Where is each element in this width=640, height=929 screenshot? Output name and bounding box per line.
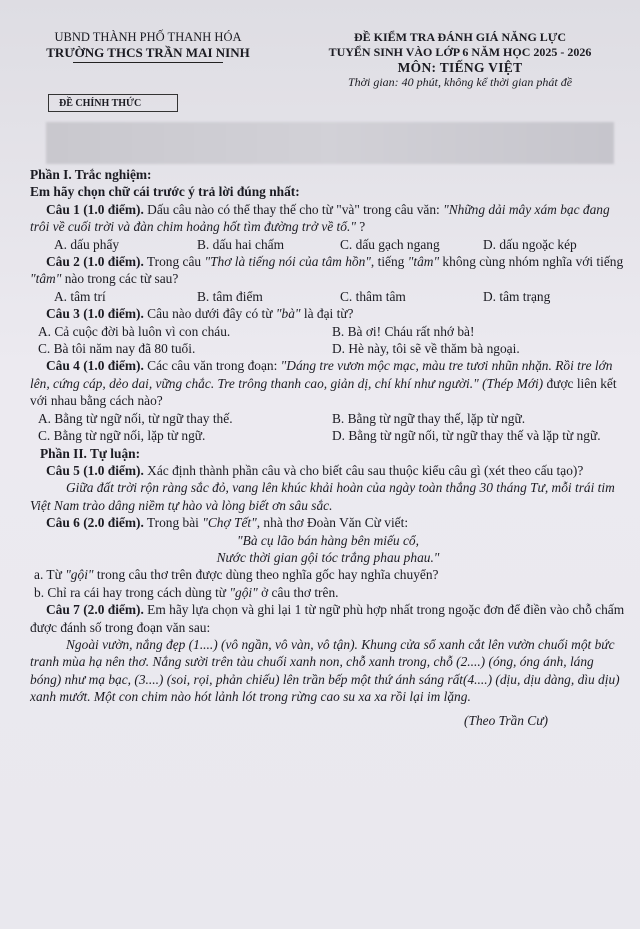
exam-time: Thời gian: 40 phút, không kể thời gian phát đề <box>347 75 573 89</box>
q2-option-c: C. thâm tâm <box>340 288 406 304</box>
q1-option-a: A. dấu phẩy <box>54 236 120 252</box>
q6-text2: , nhà thơ Đoàn Văn Cừ viết: <box>256 515 409 531</box>
q1-options <box>30 236 626 253</box>
q7-passage: Ngoài vườn, nắng đẹp (1....) (vô ngần, vô vàn, vô tận). Khung cửa sổ xanh cắt lên vườn chuối một bức tranh mùa hạ nên thơ. Nắng sười trên tàu chuối xanh non, chỗ xanh trong, chỗ (2....) (óng, óng ánh, láng bóng) như mạ bạc, (3....) (soi, rọi, phản chiếu) lên trần bếp một thứ ánh sáng rất(4....) (dịu, dịu dàng, dìu dịu) xanh mướt. Một con chim nào hót lảnh lót trong rừng cao su xa xa rồi lại im lặng. <box>30 636 620 705</box>
question-6 <box>30 514 626 531</box>
q3-option-a: A. Cả cuộc đời bà luôn vì con cháu. <box>38 323 231 339</box>
question-4 <box>30 357 626 409</box>
question-2 <box>30 253 626 288</box>
q6-title: "Chợ Tết" <box>202 515 257 531</box>
q2-word: "tâm" <box>407 254 440 270</box>
official-badge: ĐỀ CHÍNH THỨC <box>48 94 178 112</box>
q2-label: Câu 2 (1.0 điểm). <box>46 254 144 270</box>
q2-quote: "Thơ là tiếng nói của tâm hồn" <box>204 254 371 270</box>
q2-option-a: A. tâm trí <box>54 288 106 304</box>
q6-b-word: "gội" <box>229 584 258 600</box>
school-header <box>18 30 278 63</box>
q7-source: (Theo Trần Cư) <box>464 712 548 728</box>
q1-text: Dấu câu nào có thể thay thế cho từ "và" trong câu văn: <box>143 201 444 217</box>
q2-option-b: B. tâm điểm <box>197 288 263 304</box>
q1-end: ? <box>355 219 366 235</box>
q7-label: Câu 7 (2.0 điểm). <box>46 602 144 618</box>
exam-body <box>30 166 626 729</box>
q6-b-post: ở câu thơ trên. <box>257 584 339 600</box>
q3-option-c: C. Bà tôi năm nay đã 80 tuổi. <box>38 341 196 357</box>
question-1 <box>30 201 626 236</box>
part1-title: Phần I. Trắc nghiệm: <box>30 167 152 182</box>
exam-header <box>290 30 630 90</box>
q1-option-c: C. dấu gạch ngang <box>340 236 440 252</box>
q6-part-a <box>30 566 626 583</box>
school-name: TRƯỜNG THCS TRẦN MAI NINH <box>46 45 250 60</box>
q2-text2: , tiếng <box>370 254 408 270</box>
part2-title: Phần II. Tự luận: <box>40 445 141 461</box>
q3-option-d: D. Hè này, tôi sẽ về thăm bà ngoại. <box>332 341 520 357</box>
q4-option-b: B. Bằng từ ngữ thay thế, lặp từ ngữ. <box>332 410 526 426</box>
q5-text: Xác định thành phần câu và cho biết câu sau thuộc kiểu câu gì (xét theo cấu tạo)? <box>143 462 584 478</box>
q2-word2: "tâm" <box>30 271 62 287</box>
q4-text2: được liên kết với nhau bằng cách nào? <box>30 375 617 409</box>
q5-label: Câu 5 (1.0 điểm). <box>46 462 144 478</box>
q2-text4: nào trong các từ sau? <box>61 271 179 287</box>
q4-option-c: C. Bằng từ ngữ nối, lặp từ ngữ. <box>38 428 206 444</box>
exam-title: ĐỀ KIỂM TRA ĐÁNH GIÁ NĂNG LỰC <box>353 30 566 44</box>
question-5 <box>30 462 626 479</box>
q6-verse-1: "Bà cụ lão bán hàng bên miếu cổ, <box>237 532 419 548</box>
q5-quote: Giữa đất trời rộn ràng sắc đỏ, vang lên khúc khải hoàn của ngày toàn thắng 30 tháng Tư, mỗi trái tim Việt Nam trào dâng niềm tự hào và lòng biết ơn sâu sắc. <box>30 480 615 513</box>
q2-text3: không cùng nhóm nghĩa với tiếng <box>439 254 624 270</box>
q2-option-d: D. tâm trạng <box>483 288 551 304</box>
question-3 <box>30 305 626 322</box>
exam-subtitle: TUYỂN SINH VÀO LỚP 6 NĂM HỌC 2025 - 2026 <box>328 45 592 59</box>
q4-label: Câu 4 (1.0 điểm). <box>46 358 144 374</box>
q3-options <box>30 323 626 358</box>
q4-text: Các câu văn trong đoạn: <box>143 358 281 374</box>
q1-option-b: B. dấu hai chấm <box>197 236 285 252</box>
q7-text: Em hãy lựa chọn và ghi lại 1 từ ngữ phù hợp nhất trong ngoặc đơn để điền vào chỗ chấm được đánh số trong đoạn văn sau: <box>30 602 625 635</box>
q6-b-pre: b. Chỉ ra cái hay trong cách dùng từ <box>34 584 230 600</box>
q3-word: "bà" <box>275 306 301 322</box>
q3-text: Câu nào dưới đây có từ <box>143 306 276 322</box>
q2-options <box>30 288 626 305</box>
q6-a-pre: a. Từ <box>34 567 66 583</box>
header-underline <box>73 62 223 63</box>
q1-quote: "Những dải mây xám bạc đang trôi về cuối trời và đàn chim hoảng hốt tìm đường trở về tổ." <box>30 201 610 235</box>
exam-subject: MÔN: TIẾNG VIỆT <box>397 60 523 75</box>
q6-a-word: "gội" <box>65 567 94 583</box>
q1-label: Câu 1 (1.0 điểm). <box>46 201 144 217</box>
q3-label: Câu 3 (1.0 điểm). <box>46 306 144 322</box>
q6-verse-2: Nước thời gian gội tóc trắng phau phau." <box>216 549 440 565</box>
q6-label: Câu 6 (2.0 điểm). <box>46 515 144 531</box>
q4-quote: "Dáng tre vươn mộc mạc, màu tre tươi nhũn nhặn. Rồi tre lớn lên, cứng cáp, dẻo dai, vững chắc. Tre trông thanh cao, giản dị, chí khí như người." (Thép Mới) <box>30 358 613 391</box>
q4-options <box>30 410 626 445</box>
q3-text2: là đại từ? <box>300 306 354 322</box>
q2-text: Trong câu <box>143 254 205 270</box>
q4-option-a: A. Bằng từ ngữ nối, từ ngữ thay thế. <box>38 410 233 426</box>
part1-instruction: Em hãy chọn chữ cái trước ý trả lời đúng nhất: <box>30 184 300 200</box>
q1-option-d: D. dấu ngoặc kép <box>483 236 577 252</box>
q6-a-post: trong câu thơ trên được dùng theo nghĩa gốc hay nghĩa chuyển? <box>93 567 439 583</box>
question-7 <box>30 601 626 636</box>
q4-option-d: D. Bằng từ ngữ nối, từ ngữ thay thế và lặp từ ngữ. <box>332 428 601 444</box>
q6-part-b <box>30 584 626 601</box>
q6-text: Trong bài <box>143 515 203 531</box>
q3-option-b: B. Bà ơi! Cháu rất nhớ bà! <box>332 323 475 339</box>
redacted-area <box>46 122 614 164</box>
district-name: UBND THÀNH PHỐ THANH HÓA <box>54 30 242 44</box>
